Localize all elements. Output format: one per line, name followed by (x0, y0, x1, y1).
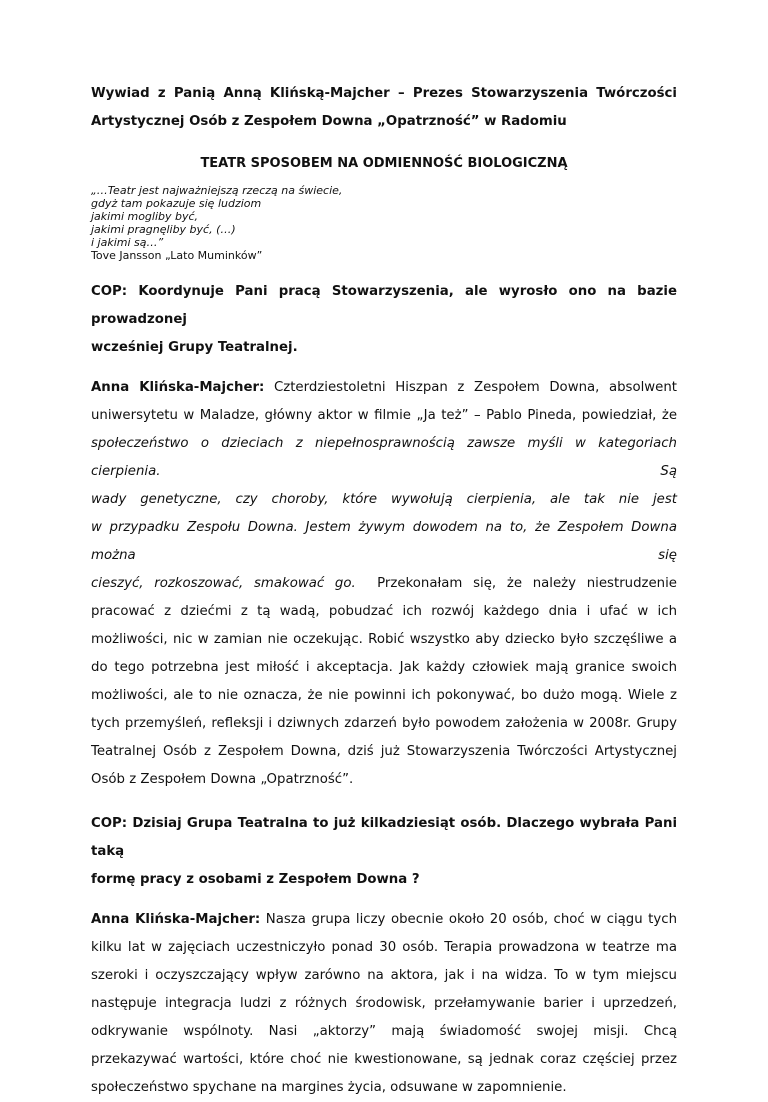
answer-1-italic-1: społeczeństwo o dzieciach z niepełnosprawnością zawsze myśli w kategoriach cierpienia. Są (91, 436, 677, 479)
answer-1-line-1 (91, 374, 677, 402)
speaker-name: Anna Klińska-Majcher: (91, 912, 261, 927)
quote-line: gdyż tam pokazuje się ludziom (91, 197, 262, 210)
answer-1-rest: Przekonałam się, że należy niestrudzenie pracować z dziećmi z tą wadą, pobudzać ich rozwój każdego dnia i ufać w ich możliwości, nic w zamian nie oczekując. Robić wszystko aby dziecko było szczęśliwe a do tego potrzebna jest miłość i akceptacja. Jak każdy człowiek mają granice swoich możliwości, ale to nie oznacza, że nie powinni ich pokonywać, bo dużo mogą. Wiele z tych przemyśleń, refleksji i dziwnych zdarzeń było powodem założenia w 2008r. Grupy Teatralnej Osób z Zespołem Downa, dziś już Stowarzyszenia Twórczości Artystycznej Osób z Zespołem Downa „Opatrzność”. (91, 576, 677, 787)
quote-source: Tove Jansson „Lato Muminków” (91, 249, 263, 262)
answer-1-line-2: uniwersytetu w Maladze, główny aktor w filmie „Ja też” – Pablo Pineda, powiedział, że (91, 408, 677, 423)
question-2-line-1: COP: Dzisiaj Grupa Teatralna to już kilkadziesiąt osób. Dlaczego wybrała Pani taką (91, 816, 677, 859)
answer-1-text-1: Czterdziestoletni Hiszpan z Zespołem Downa, absolwent (273, 380, 678, 395)
question-2 (91, 810, 677, 894)
question-1-line-1: COP: Koordynuje Pani pracą Stowarzyszenia, ale wyrosło ono na bazie prowadzonej (91, 284, 677, 327)
question-1-line-2: wcześniej Grupy Teatralnej. (91, 340, 298, 355)
quote-line: „…Teatr jest najważniejszą rzeczą na świecie, (91, 184, 343, 197)
quote-line: jakimi pragnęliby być, (…) (91, 223, 236, 236)
answer-1-italic-4: cieszyć, rozkoszować, smakować go. (91, 576, 356, 591)
quote-line: jakimi mogliby być, (91, 210, 199, 223)
article-headline: TEATR SPOSOBEM NA ODMIENNOŚĆ BIOLOGICZNĄ (200, 156, 568, 171)
answer-1-italic-3: w przypadku Zespołu Downa. Jestem żywym dowodem na to, że Zespołem Downa można się (91, 520, 677, 563)
document-title (91, 80, 677, 136)
speaker-name: Anna Klińska-Majcher: (91, 380, 265, 395)
title-line-2: Artystycznej Osób z Zespołem Downa „Opatrzność” w Radomiu (91, 114, 567, 129)
question-1 (91, 278, 677, 362)
title-line-1: Wywiad z Panią Anną Klińską-Majcher – Prezes Stowarzyszenia Twórczości (91, 86, 677, 101)
quote-line: i jakimi są…” (91, 236, 164, 249)
epigraph-quote (91, 184, 677, 262)
answer-2 (91, 906, 677, 1102)
answer-1-italic-2: wady genetyczne, czy choroby, które wywołują cierpienia, ale tak nie jest (91, 492, 677, 507)
question-2-line-2: formę pracy z osobami z Zespołem Downa ? (91, 872, 420, 887)
document-page (91, 80, 677, 1102)
answer-2-text: Nasza grupa liczy obecnie około 20 osób, choć w ciągu tych kilku lat w zajęciach uczestniczyło ponad 30 osób. Terapia prowadzona w teatrze ma szeroki i oczyszczający wpływ zarówno na aktora, jak i na widza. To w tym miejscu następuje integracja ludzi z różnych środowisk, przełamywanie barier i uprzedzeń, odkrywanie wspólnoty. Nasi „aktorzy” mają świadomość swojej misji. Chcą przekazywać wartości, które choć nie kwestionowane, są jednak coraz częściej przez społeczeństwo spychane na margines życia, odsuwane w zapomnienie. (91, 912, 678, 1095)
answer-1 (91, 374, 677, 794)
